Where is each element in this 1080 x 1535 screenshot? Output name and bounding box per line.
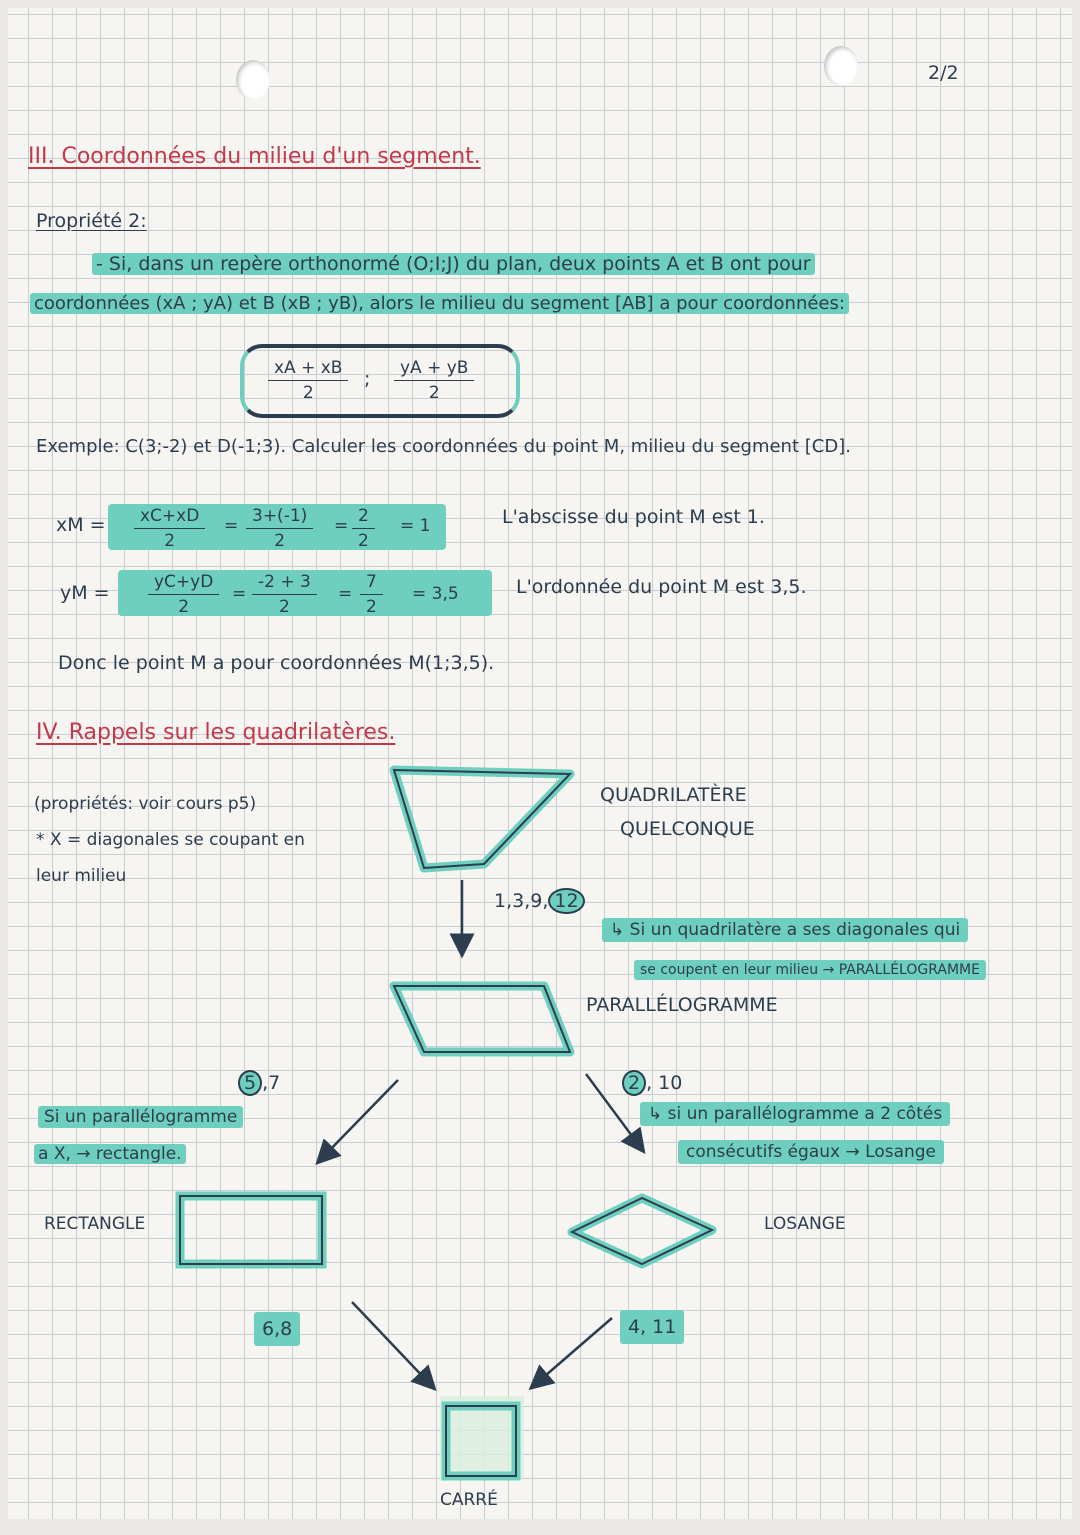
note-diagonals: * X = diagonales se coupant en (36, 830, 305, 850)
rectangle-properties: 5 ,7 (238, 1070, 280, 1096)
formula-x: $\frac{xA + xB}{2}$ (268, 358, 348, 403)
ym-result: = 3,5 (412, 584, 459, 604)
carre-from-rect-properties: 6,8 (254, 1312, 300, 1346)
ym-label: yM = (60, 582, 110, 604)
rule1-line1: ↳ Si un quadrilatère a ses diagonales qui (602, 918, 968, 942)
rule1-line2: se coupent en leur milieu → PARALLÉLOGRAMME (634, 960, 986, 980)
formula-separator: ; (364, 368, 371, 390)
xm-fraction1: $\frac{xC+xD}{2}$ (134, 506, 205, 551)
quad-label-2: QUELCONQUE (620, 818, 755, 840)
section4-title: IV. Rappels sur les quadrilatères. (36, 720, 396, 745)
ym-fraction2: $\frac{-2 + 3}{2}$ (252, 572, 317, 617)
example-statement: Exemple: C(3;-2) et D(-1;3). Calculer les coordonnées du point M, milieu du segment [CD]. (36, 436, 851, 457)
xm-label: xM = (56, 514, 106, 536)
parallelogram-label: PARALLÉLOGRAMME (586, 994, 778, 1016)
page-number: 2/2 (928, 62, 959, 84)
ym-sentence: L'ordonnée du point M est 3,5. (516, 576, 807, 598)
xm-result: = 1 (400, 516, 431, 536)
arrow-rect-to-carre (352, 1302, 428, 1382)
rule3-line1: ↳ si un parallélogramme a 2 côtés (640, 1102, 950, 1126)
xm-sentence: L'abscisse du point M est 1. (502, 506, 765, 528)
rule2-line1: Si un parallélogramme (38, 1106, 243, 1128)
carre-from-losange-properties: 4, 11 (620, 1310, 684, 1344)
quad-label-1: QUADRILATÈRE (600, 784, 747, 806)
arrow-to-rectangle (324, 1080, 398, 1156)
rule2-line2: a X, → rectangle. (34, 1144, 186, 1164)
arrow-losange-to-carre (538, 1318, 612, 1382)
carre-label: CARRÉ (440, 1490, 498, 1510)
losange-properties: 2 , 10 (622, 1070, 682, 1096)
notebook-page: 2/2 III. Coordonnées du milieu d'un segment. Propriété 2: - Si, dans un repère orthonormé (O;I;J) du plan, deux points A et B ont pour coordonnées (xA ; yA) et B (xB ; yB), alors le milieu du segment [AB] a pour coordonnées: $\frac{xA + xB}{2}$ ; $\frac{yA + yB}{2}$ Exemple: C(3;-2) et D(-1;3). Calculer les coordonnées du point M, milieu du segment [CD]. xM = $\frac{xC+xD}{2}$ = $\frac{3+(-1)}{2}$ = $\frac{2}{2}$ = 1 L'abscisse du point M est 1. yM = $\frac{yC+yD}{2}$ = $\frac{-2 + 3}{2}$ = $\frac{7}{2}$ = 3,5 L'ordonnée du point M est 3,5. Donc le point M a pour coordonnées M(1;3,5). IV. Rappels sur les quadrilatères. (propriétés: voir cours p5) * X = diagonales se coupant en leur milieu QUADRILATÈRE QUELCONQUE 1,3,9, 12 ↳ Si un quadrilatère a ses diagonales qui se coupent en leur milieu → PARALLÉLOGRAMME PARALLÉLOGRAMME 5 ,7 Si un parallélogramme a X, → rectangle. 2 , 10 ↳ si un parallélogramme a 2 côtés consécutifs égaux → Losange RECTANGLE LOSANGE 6,8 4, 11 CARRÉ (8, 8, 1072, 1519)
ym-fraction1: $\frac{yC+yD}{2}$ (148, 572, 219, 617)
xm-fraction2: $\frac{3+(-1)}{2}$ (246, 506, 313, 551)
arrow1-properties: 1,3,9, 12 (494, 888, 585, 914)
formula-y: $\frac{yA + yB}{2}$ (394, 358, 474, 403)
rectangle-shape (180, 1196, 322, 1264)
property-line1: - Si, dans un repère orthonormé (O;I;J) du plan, deux points A et B ont pour (92, 253, 815, 275)
losange-shape (572, 1198, 712, 1264)
section3-title: III. Coordonnées du milieu d'un segment. (28, 144, 481, 169)
property-label: Propriété 2: (36, 210, 147, 232)
xm-fraction3: $\frac{2}{2}$ (352, 506, 375, 551)
note-properties: (propriétés: voir cours p5) (34, 794, 257, 814)
rectangle-label: RECTANGLE (44, 1214, 146, 1234)
conclusion: Donc le point M a pour coordonnées M(1;3,5). (58, 652, 495, 674)
note-diagonals-cont: leur milieu (36, 866, 127, 886)
rule3-line2: consécutifs égaux → Losange (678, 1140, 944, 1164)
ym-fraction3: $\frac{7}{2}$ (360, 572, 383, 617)
losange-label: LOSANGE (764, 1214, 846, 1234)
quadrilateral-diagram (8, 8, 1072, 1519)
property-line2: coordonnées (xA ; yA) et B (xB ; yB), alors le milieu du segment [AB] a pour coordonnées: (30, 293, 849, 314)
